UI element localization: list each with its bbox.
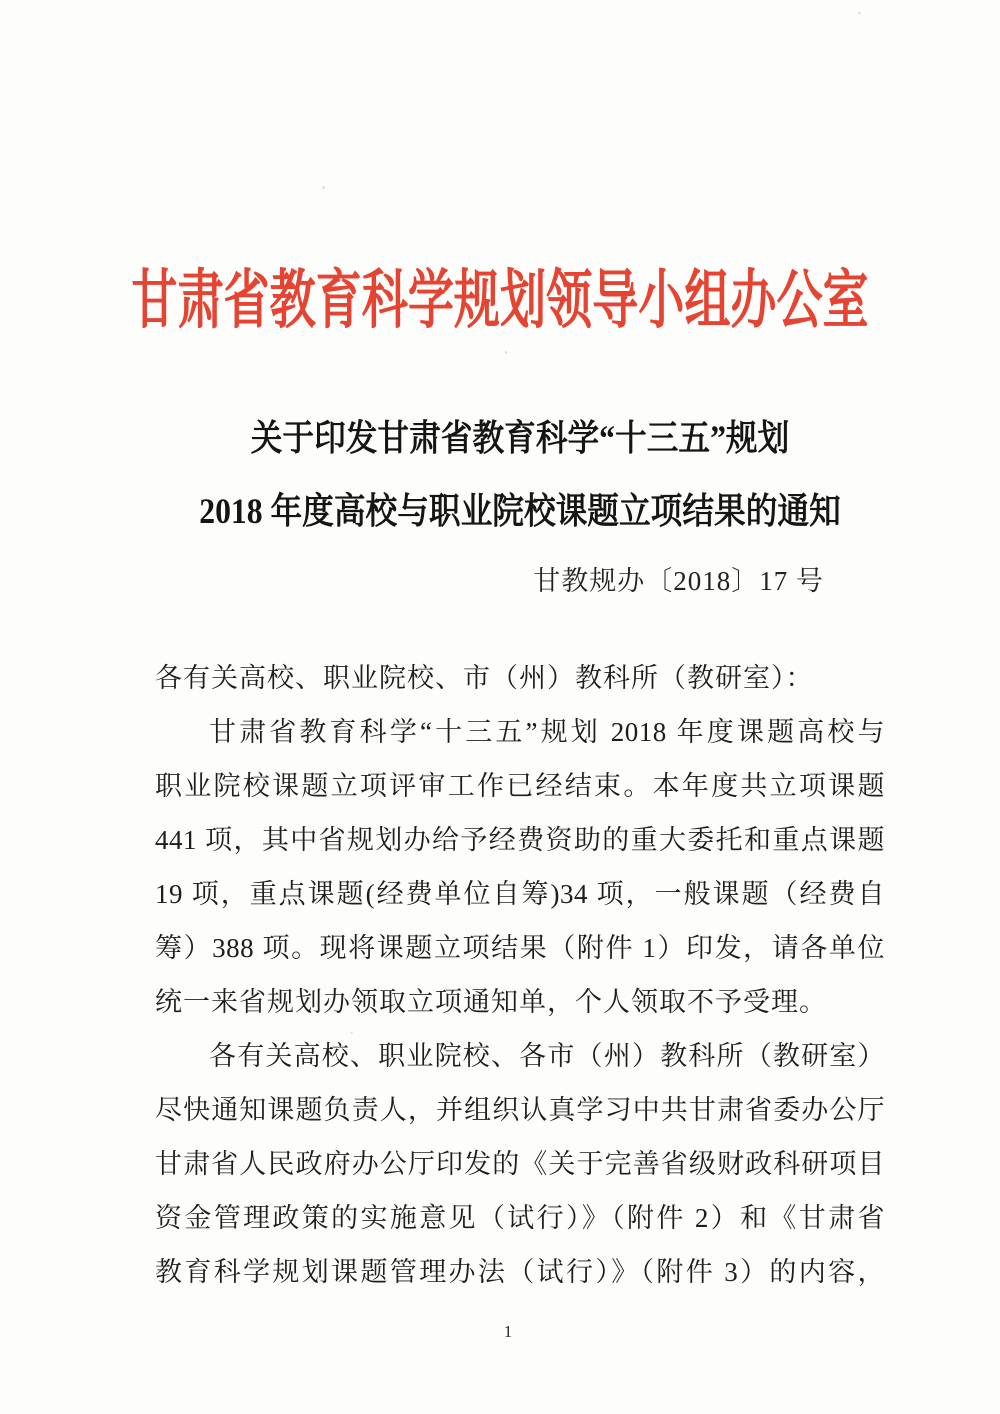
scan-speck xyxy=(350,1032,353,1034)
body-line: 19 项，重点课题(经费单位自筹)34 项，一般课题（经费自 xyxy=(155,879,885,909)
salutation-line: 各有关高校、职业院校、市（州）教科所（教研室）： xyxy=(155,663,814,693)
page-number: 1 xyxy=(503,1322,513,1341)
body-line: 统一来省规划办领取立项通知单，个人领取不予受理。 xyxy=(155,987,827,1017)
document-reference-number: 甘教规办〔2018〕17 号 xyxy=(533,566,824,596)
document-title-line-1: 关于印发甘肃省教育科学“十三五”规划 xyxy=(250,418,790,458)
document-title-line-2: 2018 年度高校与职业院校课题立项结果的通知 xyxy=(199,491,841,531)
org-letterhead-title: 甘肃省教育科学规划领导小组办公室 xyxy=(131,265,869,336)
scan-speck xyxy=(858,12,861,14)
body-line: 职业院校课题立项评审工作已经结束。本年度共立项课题 xyxy=(155,771,885,801)
body-line: 筹）388 项。现将课题立项结果（附件 1）印发，请各单位 xyxy=(155,933,885,963)
document-body xyxy=(155,651,885,1299)
body-line: 各有关高校、职业院校、各市（州）教科所（教研室） xyxy=(209,1041,885,1071)
body-line: 甘肃省人民政府办公厅印发的《关于完善省级财政科研项目 xyxy=(155,1149,885,1179)
body-line: 尽快通知课题负责人，并组织认真学习中共甘肃省委办公厅 xyxy=(155,1095,885,1125)
body-line: 441 项，其中省规划办给予经费资助的重大委托和重点课题 xyxy=(155,825,885,855)
scan-speck xyxy=(322,186,325,189)
body-line: 资金管理政策的实施意见（试行）》（附件 2）和《甘肃省 xyxy=(155,1203,885,1233)
body-line: 甘肃省教育科学“十三五”规划 2018 年度课题高校与 xyxy=(209,717,885,747)
scan-speck xyxy=(505,351,507,354)
body-line: 教育科学规划课题管理办法（试行）》（附件 3）的内容， xyxy=(155,1257,885,1287)
